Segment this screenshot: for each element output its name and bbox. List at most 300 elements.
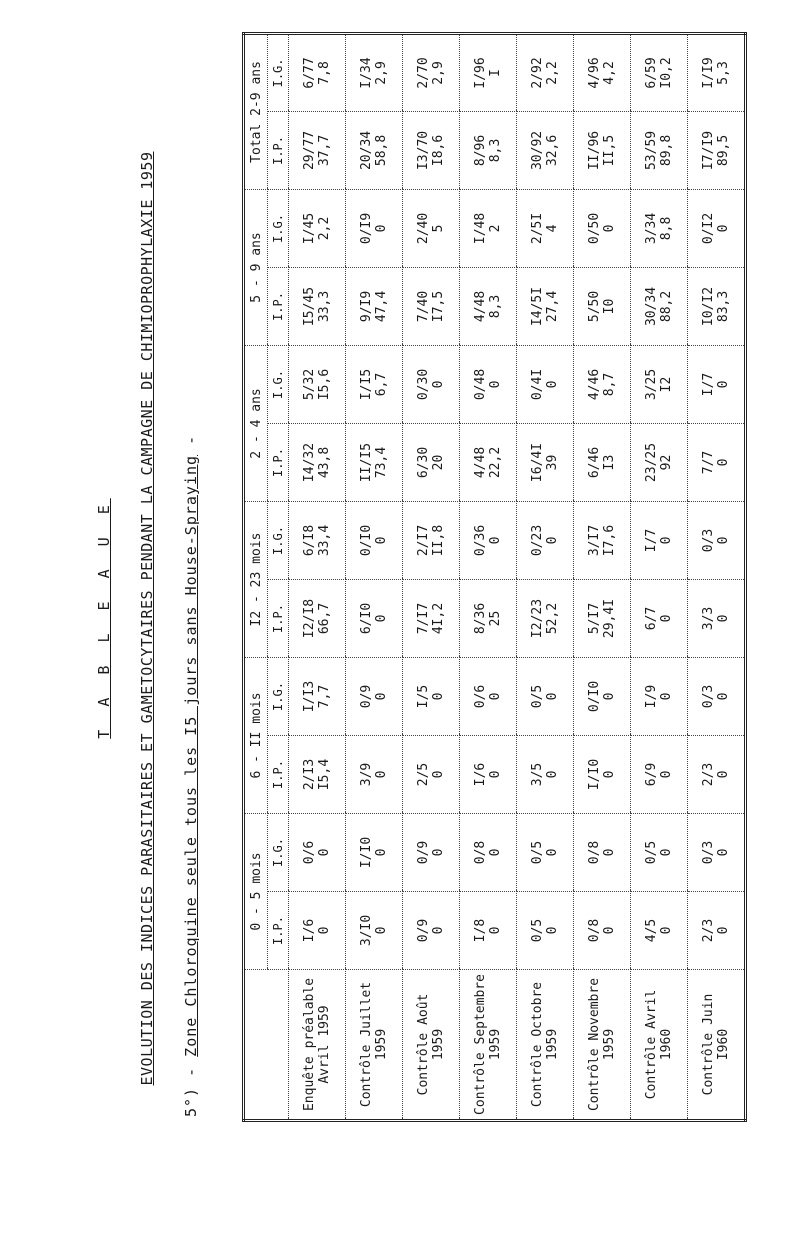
- cell-ratio: I/48: [473, 212, 488, 245]
- table-cell: [631, 423, 688, 501]
- row-label: [289, 970, 346, 1121]
- sub-header-ip: I.P.: [268, 580, 289, 658]
- table-cell: [403, 33, 460, 111]
- cell-ratio: 2/3: [701, 762, 716, 787]
- table-row: [517, 33, 574, 1120]
- cell-ratio: 0/I0: [587, 680, 602, 713]
- cell-percent: 27,4: [545, 290, 560, 323]
- cell-ratio: 4/48: [473, 446, 488, 479]
- cell-ratio: 3/9: [359, 762, 374, 787]
- row-label-header: [244, 970, 289, 1121]
- table-cell: [403, 189, 460, 267]
- table-cell: [574, 501, 631, 579]
- cell-percent: I7,5: [431, 290, 446, 323]
- table-cell: [688, 267, 746, 345]
- cell-ratio: 0/3: [701, 528, 716, 553]
- table-cell: [631, 345, 688, 423]
- table-cell: [631, 267, 688, 345]
- table-cell: [460, 267, 517, 345]
- sub-header-ig: I.G.: [268, 33, 289, 111]
- row-label: [574, 970, 631, 1121]
- table-cell: [403, 423, 460, 501]
- cell-ratio: 6/46: [587, 446, 602, 479]
- cell-ratio: 0/I2: [701, 212, 716, 245]
- table-cell: [517, 423, 574, 501]
- group-header: I2 - 23 mois: [244, 501, 268, 657]
- table-cell: [631, 892, 688, 970]
- row-label-line2: 1959: [602, 1028, 617, 1061]
- cell-percent: 0: [716, 458, 731, 467]
- cell-percent: 0: [374, 926, 389, 935]
- row-label-line1: Contrôle Novembre: [587, 977, 602, 1112]
- table-cell: [688, 111, 746, 189]
- table-cell: [346, 33, 403, 111]
- cell-percent: 47,4: [374, 290, 389, 323]
- cell-ratio: I/8: [473, 918, 488, 943]
- row-label: [403, 970, 460, 1121]
- cell-ratio: 6/9: [644, 762, 659, 787]
- table-row: [346, 33, 403, 1120]
- cell-percent: 0: [602, 692, 617, 701]
- cell-percent: I5,6: [317, 368, 332, 401]
- cell-percent: I7,6: [602, 524, 617, 557]
- cell-ratio: I/7: [701, 372, 716, 397]
- group-header: 6 - II mois: [244, 658, 268, 814]
- cell-percent: 0: [488, 380, 503, 389]
- cell-percent: 7,7: [317, 684, 332, 709]
- table-cell: [688, 345, 746, 423]
- row-label: [460, 970, 517, 1121]
- table-cell: [289, 111, 346, 189]
- cell-ratio: I/I5: [359, 368, 374, 401]
- table-cell: [517, 33, 574, 111]
- cell-percent: 0: [716, 614, 731, 623]
- cell-percent: 2,9: [431, 61, 446, 85]
- cell-percent: 89,8: [659, 134, 674, 167]
- table-cell: [574, 580, 631, 658]
- table-cell: [631, 33, 688, 111]
- row-label: [631, 970, 688, 1121]
- table-cell: [631, 580, 688, 658]
- cell-ratio: 6/59: [644, 57, 659, 89]
- cell-percent: 66,7: [317, 602, 332, 635]
- cell-ratio: 0/9: [359, 684, 374, 709]
- cell-ratio: 0/8: [473, 840, 488, 865]
- table-cell: [460, 111, 517, 189]
- cell-percent: II,8: [431, 524, 446, 557]
- cell-percent: 8,7: [602, 372, 617, 397]
- cell-percent: 0: [374, 848, 389, 857]
- table-cell: [346, 814, 403, 892]
- cell-percent: 83,3: [716, 290, 731, 323]
- table-subtitle: EVOLUTION DES INDICES PARASITAIRES ET GAMETOCYTAIRES PENDANT LA CAMPAGNE DE CHIMIOPROPHYLAXIE 1959: [138, 151, 156, 1086]
- table-cell: [517, 189, 574, 267]
- row-label-line2: 1959: [488, 1028, 503, 1061]
- row-label: [517, 970, 574, 1121]
- cell-ratio: 0/30: [416, 368, 431, 401]
- group-header: Total 2-9 ans: [244, 33, 268, 189]
- cell-percent: I0,2: [659, 57, 674, 89]
- table-cell: [460, 423, 517, 501]
- cell-percent: 0: [374, 224, 389, 233]
- cell-percent: 0: [659, 770, 674, 779]
- cell-percent: 4: [545, 224, 560, 233]
- table-cell: [574, 33, 631, 111]
- cell-ratio: 0/I0: [359, 524, 374, 557]
- cell-ratio: 8/96: [473, 134, 488, 167]
- cell-ratio: 2/70: [416, 57, 431, 89]
- cell-ratio: 2/I7: [416, 524, 431, 557]
- sub-header-ig: I.G.: [268, 501, 289, 579]
- cell-percent: 0: [488, 848, 503, 857]
- group-header-row: [244, 33, 268, 1120]
- cell-ratio: 4/48: [473, 290, 488, 323]
- cell-ratio: 0/8: [587, 840, 602, 865]
- cell-ratio: II/96: [587, 130, 602, 171]
- cell-ratio: 2/I3: [302, 758, 317, 791]
- cell-percent: 0: [374, 614, 389, 623]
- table-cell: [460, 580, 517, 658]
- cell-ratio: II/I5: [359, 442, 374, 483]
- cell-percent: 0: [716, 848, 731, 857]
- cell-ratio: I4/32: [302, 442, 317, 483]
- cell-ratio: I2/I8: [302, 598, 317, 639]
- cell-ratio: 2/3: [701, 918, 716, 943]
- table-cell: [688, 501, 746, 579]
- cell-ratio: 2/5I: [530, 212, 545, 245]
- cell-percent: 0: [602, 926, 617, 935]
- cell-percent: 33,3: [317, 290, 332, 323]
- cell-ratio: 30/34: [644, 286, 659, 327]
- cell-percent: 0: [545, 926, 560, 935]
- zone-prefix: 5°) -: [182, 1066, 200, 1117]
- cell-ratio: I/I0: [359, 836, 374, 869]
- sub-header-ip: I.P.: [268, 423, 289, 501]
- cell-percent: 22,2: [488, 446, 503, 479]
- cell-ratio: 0/5: [530, 684, 545, 709]
- table-cell: [688, 892, 746, 970]
- row-label-line2: 1959: [431, 1028, 446, 1061]
- table-cell: [517, 501, 574, 579]
- cell-ratio: 5/I7: [587, 602, 602, 635]
- cell-ratio: I/I9: [701, 57, 716, 89]
- table-cell: [460, 501, 517, 579]
- table-cell: [688, 736, 746, 814]
- cell-percent: 4I,2: [431, 602, 446, 635]
- cell-percent: 0: [431, 926, 446, 935]
- zone-text: Zone Chloroquine seule tous les I5 jours sans House-Spraying: [182, 454, 200, 1057]
- cell-percent: I5,4: [317, 758, 332, 791]
- cell-ratio: 2/40: [416, 212, 431, 245]
- sub-header-ig: I.G.: [268, 345, 289, 423]
- table-cell: [289, 501, 346, 579]
- cell-percent: 0: [659, 614, 674, 623]
- table-cell: [289, 658, 346, 736]
- cell-ratio: 6/7: [644, 606, 659, 631]
- table-cell: [403, 814, 460, 892]
- table-cell: [289, 189, 346, 267]
- sub-header-ig: I.G.: [268, 814, 289, 892]
- table-cell: [688, 33, 746, 111]
- table-cell: [460, 892, 517, 970]
- table-row: [289, 33, 346, 1120]
- cell-percent: 58,8: [374, 134, 389, 167]
- table-row: [574, 33, 631, 1120]
- cell-percent: 5,3: [716, 61, 731, 85]
- cell-ratio: 8/36: [473, 602, 488, 635]
- cell-percent: 0: [659, 926, 674, 935]
- table-cell: [403, 501, 460, 579]
- cell-ratio: I/6: [302, 918, 317, 943]
- cell-percent: 29,4I: [602, 598, 617, 639]
- cell-ratio: 0/4I: [530, 368, 545, 401]
- table-cell: [403, 345, 460, 423]
- cell-percent: 8,8: [659, 216, 674, 241]
- table-cell: [289, 814, 346, 892]
- cell-ratio: I4/5I: [530, 286, 545, 327]
- table-cell: [688, 814, 746, 892]
- cell-percent: 0: [602, 848, 617, 857]
- cell-percent: 8,3: [488, 138, 503, 163]
- cell-ratio: 0/I9: [359, 212, 374, 245]
- table-cell: [574, 111, 631, 189]
- cell-percent: 0: [659, 536, 674, 545]
- table-cell: [403, 892, 460, 970]
- cell-ratio: 0/5: [644, 840, 659, 865]
- row-label-line1: Enquête préalable: [302, 977, 317, 1112]
- cell-ratio: 6/I0: [359, 602, 374, 635]
- table-row: [688, 33, 746, 1120]
- cell-ratio: 0/50: [587, 212, 602, 245]
- table-cell: [289, 423, 346, 501]
- cell-ratio: 23/25: [644, 442, 659, 483]
- group-header: 0 - 5 mois: [244, 814, 268, 970]
- zone-suffix: -: [182, 434, 200, 455]
- table-cell: [631, 501, 688, 579]
- table-cell: [517, 736, 574, 814]
- table-cell: [517, 580, 574, 658]
- cell-percent: 0: [716, 536, 731, 545]
- table-cell: [289, 345, 346, 423]
- cell-percent: 89,5: [716, 134, 731, 167]
- table-cell: [574, 423, 631, 501]
- row-label-line1: Contrôle Octobre: [530, 981, 545, 1108]
- table-cell: [403, 736, 460, 814]
- table-cell: [574, 814, 631, 892]
- cell-ratio: 0/6: [302, 840, 317, 865]
- cell-percent: 0: [545, 848, 560, 857]
- table-cell: [346, 345, 403, 423]
- table-cell: [460, 814, 517, 892]
- cell-ratio: 0/5: [530, 918, 545, 943]
- table-cell: [346, 736, 403, 814]
- cell-ratio: I2/23: [530, 598, 545, 639]
- cell-ratio: 53/59: [644, 130, 659, 171]
- cell-ratio: 7/7: [701, 450, 716, 475]
- table-cell: [574, 345, 631, 423]
- cell-ratio: I6/4I: [530, 442, 545, 483]
- cell-ratio: 5/50: [587, 290, 602, 323]
- table-cell: [346, 658, 403, 736]
- cell-percent: II,5: [602, 134, 617, 167]
- table-cell: [688, 423, 746, 501]
- table-cell: [403, 580, 460, 658]
- cell-percent: 6,7: [374, 372, 389, 397]
- table-cell: [289, 736, 346, 814]
- cell-percent: I: [488, 69, 503, 77]
- sub-header-ip: I.P.: [268, 736, 289, 814]
- table-row: [460, 33, 517, 1120]
- cell-ratio: I5/45: [302, 286, 317, 327]
- cell-ratio: 4/5: [644, 918, 659, 943]
- group-header: 5 - 9 ans: [244, 189, 268, 345]
- table-cell: [403, 267, 460, 345]
- cell-ratio: 7/40: [416, 290, 431, 323]
- cell-ratio: 29/77: [302, 130, 317, 171]
- cell-percent: 92: [659, 454, 674, 471]
- cell-percent: 2,2: [545, 61, 560, 85]
- zone-caption: [182, 217, 200, 1117]
- cell-ratio: I/34: [359, 57, 374, 89]
- table-cell: [460, 658, 517, 736]
- row-label-line2: Avril 1959: [317, 1005, 332, 1084]
- cell-ratio: I/I0: [587, 758, 602, 791]
- sub-header-ip: I.P.: [268, 892, 289, 970]
- table-cell: [346, 423, 403, 501]
- cell-percent: 0: [431, 848, 446, 857]
- table-cell: [631, 736, 688, 814]
- table-cell: [460, 345, 517, 423]
- cell-ratio: 4/96: [587, 57, 602, 89]
- cell-ratio: 0/23: [530, 524, 545, 557]
- cell-ratio: 4/46: [587, 368, 602, 401]
- cell-ratio: 0/8: [587, 918, 602, 943]
- cell-percent: 5: [431, 224, 446, 233]
- cell-ratio: 0/36: [473, 524, 488, 557]
- cell-percent: 0: [374, 536, 389, 545]
- cell-percent: 43,8: [317, 446, 332, 479]
- table-cell: [289, 580, 346, 658]
- cell-percent: 0: [716, 380, 731, 389]
- cell-ratio: 2/5: [416, 762, 431, 787]
- data-table: [242, 32, 747, 1122]
- table-cell: [346, 267, 403, 345]
- table-cell: [688, 658, 746, 736]
- cell-percent: 0: [488, 770, 503, 779]
- cell-percent: 0: [374, 692, 389, 701]
- cell-percent: 0: [317, 926, 332, 935]
- cell-percent: 0: [602, 224, 617, 233]
- cell-percent: 33,4: [317, 524, 332, 557]
- table-body: [289, 33, 746, 1120]
- cell-ratio: I/6: [473, 762, 488, 787]
- table-cell: [517, 345, 574, 423]
- cell-percent: 0: [716, 224, 731, 233]
- cell-percent: 8,3: [488, 294, 503, 319]
- cell-ratio: 0/6: [473, 684, 488, 709]
- page-title: T A B L E A U E: [95, 498, 113, 739]
- table-cell: [346, 580, 403, 658]
- cell-percent: 0: [602, 770, 617, 779]
- cell-ratio: 2/92: [530, 57, 545, 89]
- cell-percent: I8,6: [431, 134, 446, 167]
- cell-percent: I2: [659, 376, 674, 393]
- row-label-line2: I960: [716, 1028, 731, 1061]
- cell-percent: 0: [488, 692, 503, 701]
- table-cell: [688, 580, 746, 658]
- cell-percent: 0: [431, 692, 446, 701]
- cell-ratio: I/96: [473, 57, 488, 89]
- cell-percent: 0: [431, 770, 446, 779]
- table-cell: [631, 814, 688, 892]
- cell-ratio: I/7: [644, 528, 659, 553]
- cell-ratio: 5/32: [302, 368, 317, 401]
- cell-percent: 0: [545, 692, 560, 701]
- table-row: [631, 33, 688, 1120]
- cell-percent: 0: [716, 926, 731, 935]
- cell-percent: 20: [431, 454, 446, 471]
- table-row: [403, 33, 460, 1120]
- cell-ratio: I7/I9: [701, 130, 716, 171]
- table-cell: [574, 736, 631, 814]
- cell-percent: 2,9: [374, 61, 389, 85]
- cell-ratio: 20/34: [359, 130, 374, 171]
- cell-percent: 25: [488, 610, 503, 627]
- cell-ratio: 0/3: [701, 684, 716, 709]
- cell-ratio: I3/70: [416, 130, 431, 171]
- sub-header-ip: I.P.: [268, 111, 289, 189]
- cell-ratio: 0/9: [416, 840, 431, 865]
- table-cell: [289, 267, 346, 345]
- table-cell: [517, 111, 574, 189]
- table-cell: [460, 736, 517, 814]
- cell-ratio: 3/25: [644, 368, 659, 401]
- table-cell: [631, 189, 688, 267]
- cell-percent: 0: [545, 380, 560, 389]
- cell-ratio: 9/I9: [359, 290, 374, 323]
- row-label-line1: Contrôle Juillet: [359, 981, 374, 1108]
- cell-percent: 39: [545, 454, 560, 471]
- table-cell: [517, 814, 574, 892]
- cell-percent: 0: [488, 926, 503, 935]
- cell-percent: 0: [545, 536, 560, 545]
- sub-header-ig: I.G.: [268, 658, 289, 736]
- row-label-line1: Contrôle Août: [416, 993, 431, 1096]
- table-cell: [574, 267, 631, 345]
- table-cell: [403, 111, 460, 189]
- table-cell: [346, 189, 403, 267]
- cell-percent: 7,8: [317, 61, 332, 85]
- cell-percent: 73,4: [374, 446, 389, 479]
- cell-ratio: 3/I0: [359, 914, 374, 947]
- cell-percent: 2: [488, 224, 503, 233]
- cell-percent: 0: [716, 692, 731, 701]
- table-cell: [517, 658, 574, 736]
- row-label-line1: Contrôle Avril: [644, 989, 659, 1100]
- cell-percent: 0: [317, 848, 332, 857]
- cell-percent: 32,6: [545, 134, 560, 167]
- cell-percent: I0: [602, 298, 617, 315]
- table-cell: [517, 892, 574, 970]
- cell-ratio: 0/3: [701, 840, 716, 865]
- cell-ratio: I0/I2: [701, 286, 716, 327]
- cell-percent: 0: [716, 770, 731, 779]
- table-cell: [346, 111, 403, 189]
- cell-percent: 52,2: [545, 602, 560, 635]
- cell-ratio: 30/92: [530, 130, 545, 171]
- row-label: [346, 970, 403, 1121]
- cell-ratio: 0/9: [416, 918, 431, 943]
